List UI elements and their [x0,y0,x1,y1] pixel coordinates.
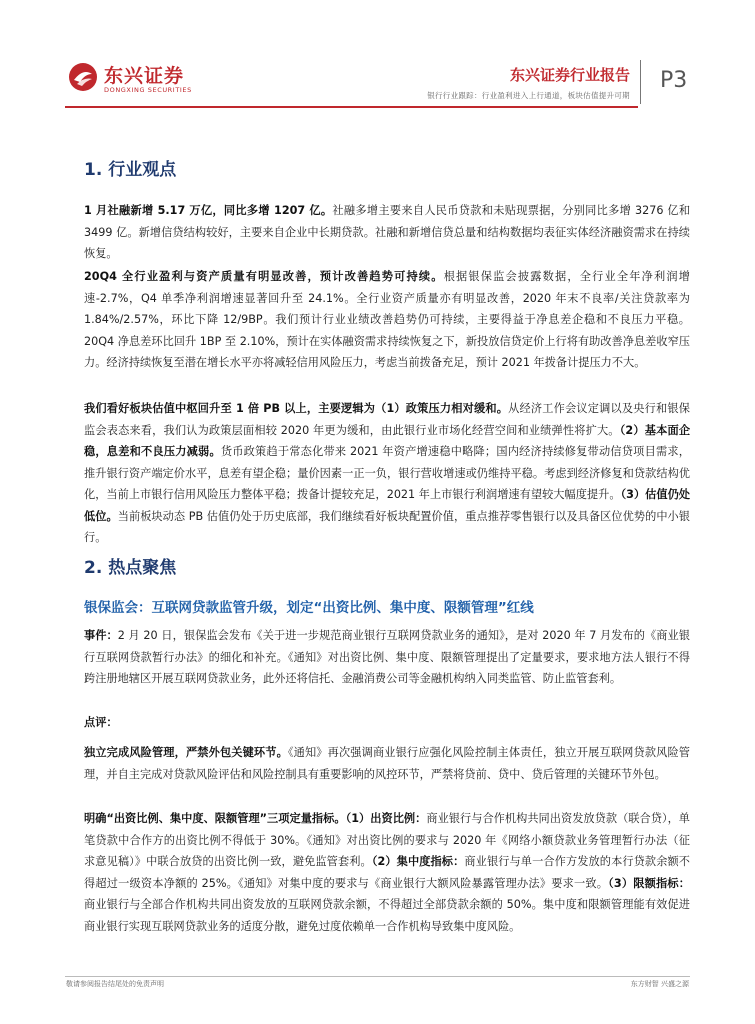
p3-body1: 从经济工作会议定调以及央行和银保监会表态来看，我们认为政策层面相较 2020 年更为缓和，由此银行业市场化经营空间和业绩弹性将扩大。 [84,402,690,437]
footer-rule [65,976,690,977]
paragraph-event [84,625,690,690]
p2-body: 根据银保监会披露数据，全行业全年净利润增速-2.7%，Q4 单季净利润增速显著回升至 24.1%。全行业资产质量亦有明显改善，2020 年末不良率/关注贷款率为 1.84%/2.57%，环比下降 12/9BP。我们预计行业业绩改善趋势仍可持续，主要得益于净息差企稳和不良压力平稳。20Q4 净息差环比回升 1BP 至 2.10%，预计在实体融资需求持续恢复之下，新投放信贷定价上行将有助改善净息差收窄压力。经济持续恢复至潜在增长水平亦将减轻信用风险压力，考虑当前拨备充足，预计 2021 年拨备计提压力不大。 [84,270,690,369]
paragraph-quant-indicators [84,808,690,937]
paragraph-risk-management [84,742,690,785]
header-rule [65,106,638,108]
comment-lead: 点评： [84,716,118,729]
p2-lead: 20Q4 全行业盈利与资产质量有明显改善，预计改善趋势可持续。 [84,270,444,283]
section-2-title: 2. 热点聚焦 [84,558,177,578]
logo-en-text: DONGXING SECURITIES [104,86,192,94]
report-title: 东兴证券行业报告 [509,66,630,84]
c2-lead1: 明确“出资比例、集中度、限额管理”三项定量指标。（1）出资比例： [84,812,427,825]
c1-lead: 独立完成风险管理，严禁外包关键环节。 [84,746,288,759]
footer-disclaimer: 敬请参阅报告结尾处的免责声明 [66,980,164,988]
p3-lead1: 我们看好板块估值中枢回升至 1 倍 PB 以上，主要逻辑为（1）政策压力相对缓和。 [84,402,509,415]
p1-lead: 1 月社融新增 5.17 万亿，同比多增 1207 亿。 [84,204,333,217]
report-subtitle: 银行行业跟踪：行业盈利进入上行通道，板块估值提升可期 [427,91,630,100]
paragraph-industry-profit [84,266,690,374]
p3-body2: 货币政策趋于常态化带来 2021 年资产增速稳中略降；国内经济持续修复带动信贷项目需求，推升银行资产端定价水平，息差有望企稳；量价因素一正一负，银行营收增速或仍维持平稳。考虑到经济修复和贷款结构优化，当前上市银行信用风险压力整体平稳；拨备计提较充足，2021 年上市银行利润增速有望较大幅度提升。 [84,445,690,501]
page-number: P3 [660,68,688,93]
logo-emblem-icon [68,62,98,92]
section-1-title: 1. 行业观点 [84,160,177,180]
p3-body3: 当前板块动态 PB 估值仍处于历史底部，我们继续看好板块配置价值，重点推荐零售银行以及具备区位优势的中小银行。 [84,509,690,544]
paragraph-social-financing [84,200,690,265]
logo-cn-text: 东兴证券 [104,65,185,87]
paragraph-valuation-view [84,398,690,549]
c2-body2: 商业银行与单一合作方发放的本行贷款余额不得超过一级资本净额的 25%。《通知》对集中度的要求与《商业银行大额风险暴露管理办法》要求一致。 [84,855,690,890]
c2-lead2: （2）集中度指标： [371,855,465,868]
event-body: 2 月 20 日，银保监会发布《关于进一步规范商业银行互联网贷款业务的通知》，是对 2020 年 7 月发布的《商业银行互联网贷款暂行办法》的细化和补充。《通知》对出资比例、集中度、限额管理提出了定量要求，要求地方法人银行不得跨注册地辖区开展互联网贷款业务，此外还将信托、金融消费公司等金融机构纳入同类监管、防止监管套利。 [84,629,690,685]
company-logo [68,62,218,96]
p1-body: 社融多增主要来自人民币贷款和未贴现票据，分别同比多增 3276 亿和 3499 亿。新增信贷结构较好，主要来自企业中长期贷款。社融和新增信贷总量和结构数据均表征实体经济融资需求在持续恢复。 [84,204,691,260]
footer-slogan: 东方财智 兴盛之源 [630,980,689,988]
c2-lead3: （3）限额指标： [608,876,690,890]
paragraph-comment-label [84,712,690,734]
event-lead: 事件： [84,629,118,642]
p3-lead3: （3）估值仍处低位。 [84,488,690,523]
p3-lead2: （2）基本面企稳，息差和不良压力减弱。 [84,423,691,458]
c2-body1: 商业银行与合作机构共同出资发放贷款（联合贷），单笔贷款中合作方的出资比例不得低于 30%。《通知》对出资比例的要求与 2020 年《网络小额贷款业务管理暂行办法（征求意见稿）》中联合放贷的出资比例一致，避免监管套利。 [84,812,690,868]
page-header [0,0,755,110]
hotspot-subtitle: 银保监会：互联网贷款监管升级，划定“出资比例、集中度、限额管理”红线 [84,600,534,616]
c2-body3: 商业银行与全部合作机构共同出资发放的互联网贷款余额，不得超过全部贷款余额的 50%。集中度和限额管理能有效促进商业银行实现互联网贷款业务的适度分散，避免过度依赖单一合作机构导致集中度风险。 [84,898,690,933]
header-divider [640,60,641,104]
c1-body: 《通知》再次强调商业银行应强化风险控制主体责任，独立开展互联网贷款风险管理，并自主完成对贷款风险评估和风险控制具有重要影响的风控环节，严禁将贷前、贷中、贷后管理的关键环节外包。 [84,746,690,781]
